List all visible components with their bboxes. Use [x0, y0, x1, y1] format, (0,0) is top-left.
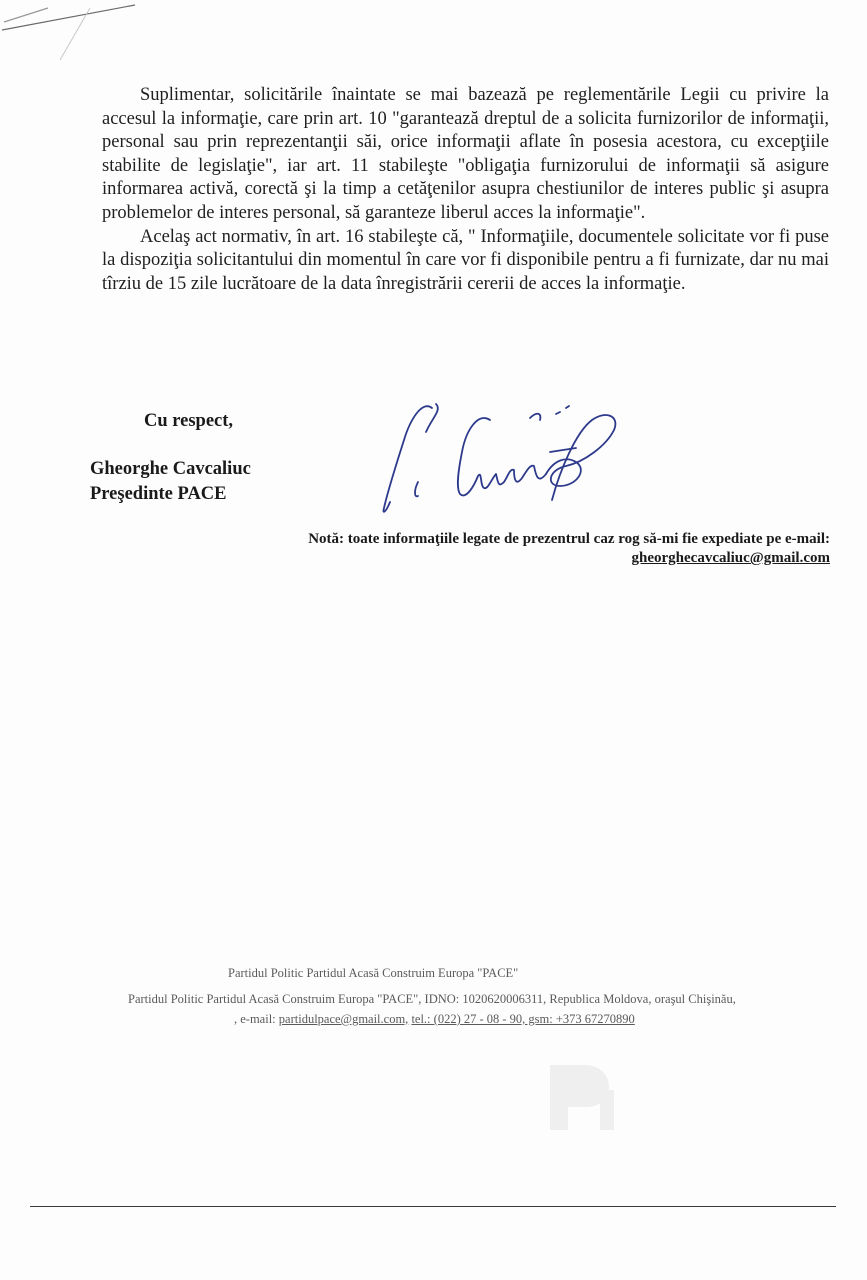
contact-email-link[interactable]: gheorghecavcaliuc@gmail.com	[631, 550, 830, 566]
paragraph-legal-basis: Suplimentar, solicitările înaintate se mai bazează pe reglementările Legii cu privire la accesul la informaţie, care prin art. 10 "garantează dreptul de a solicita furnizorilor de informaţii, personal sau prin reprezentanţii săi, orice informaţii aflate în posesia acestora, cu excepţiile stabilite de legislaţie", iar art. 11 stabileşte "obligaţia furnizorului de informaţii să asigure informarea activă, corectă şi la timp a cetăţenilor asupra chestiunilor de interes public şi asupra problemelor de interes personal, să garanteze liberul acces la informaţie".	[102, 85, 829, 223]
corner-pen-marks	[0, 0, 150, 70]
page-bottom-rule	[30, 1206, 836, 1207]
paragraph-article-16: Acelaş act normativ, în art. 16 stabileşte că, " Informaţiile, documentele solicitate vor fi puse la dispoziţia solicitantului din momentul în care vor fi disponibile pentru a fi furnizate, dar nu mai tîrziu de 15 zile lucrătoare de la data înregistrării cererii de acces la informaţie.	[102, 226, 829, 294]
footer-phone: tel.: (022) 27 - 08 - 90, gsm: +373 67270890	[411, 1012, 635, 1026]
signatory-name: Gheorghe Cavcaliuc	[90, 459, 251, 479]
footer-contacts	[234, 1011, 635, 1028]
closing-salutation: Cu respect,	[144, 411, 234, 431]
footer-party-name: Partidul Politic Partidul Acasă Construim Europa "PACE"	[228, 966, 519, 980]
footer-party-details: Partidul Politic Partidul Acasă Construim Europa "PACE", IDNO: 1020620006311, Republica Moldova, oraşul Chişinău,	[128, 992, 736, 1006]
faint-watermark-logo	[540, 1055, 630, 1135]
signatory-role: Preşedinte PACE	[90, 484, 227, 504]
letter-body	[102, 84, 829, 296]
email-request-note	[308, 530, 830, 568]
footer-email-label: , e-mail:	[234, 1012, 276, 1026]
footer-email-link[interactable]: partidulpace@gmail.com,	[278, 1012, 409, 1026]
handwritten-signature	[370, 390, 640, 525]
note-text: Notă: toate informaţiile legate de prezentrul caz rog să-mi fie expediate pe e-mail:	[308, 531, 830, 547]
